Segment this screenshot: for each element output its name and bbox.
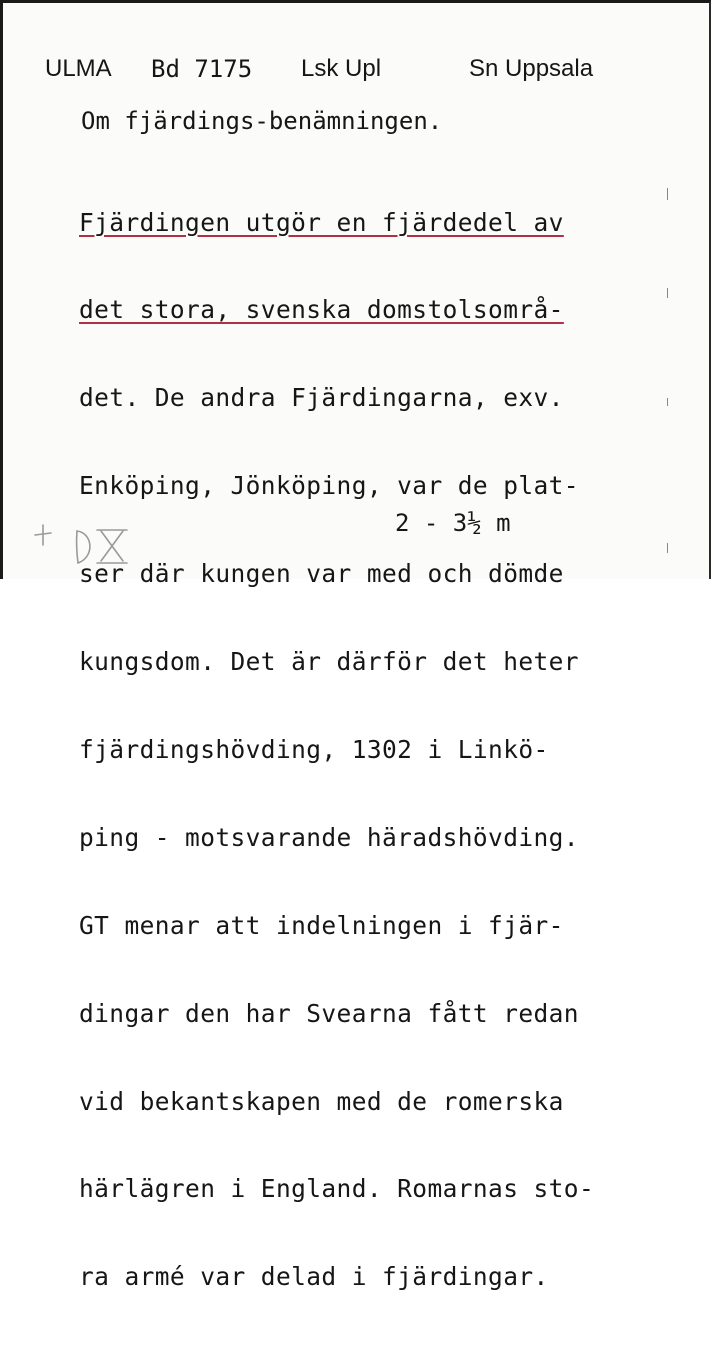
body-line: vid bekantskapen med de romerska (79, 1086, 564, 1116)
parish-label: Sn Uppsala (469, 55, 594, 82)
paper-speck (667, 288, 668, 298)
body-line: kungsdom. Det är därför det heter (79, 647, 579, 677)
volume-number: Bd 7175 (151, 55, 253, 83)
card-body (79, 149, 594, 1350)
body-line: dingar den har Svearna fått redan (79, 998, 579, 1028)
body-line: fjärdingshövding, 1302 i Linkö- (79, 734, 549, 764)
body-line: det stora, svenska domstolsområ- (79, 295, 564, 325)
archive-code: ULMA (45, 55, 112, 82)
paper-speck (667, 188, 668, 200)
body-line: ping - motsvarande häradshövding. (79, 822, 579, 852)
body-line: det. De andra Fjärdingarna, exv. (79, 383, 564, 413)
paper-speck (667, 543, 668, 553)
body-line: GT menar att indelningen i fjär- (79, 910, 564, 940)
body-line: ra armé var delad i fjärdingar. (79, 1262, 549, 1292)
pencil-mark (31, 521, 131, 567)
paper-speck (667, 398, 668, 406)
body-line: ser där kungen var med och dömde (79, 559, 564, 589)
body-line: Enköping, Jönköping, var de plat- (79, 471, 579, 501)
body-line: härlägren i England. Romarnas sto- (79, 1174, 595, 1204)
body-line: Fjärdingen utgör en fjärdedel av (79, 207, 564, 237)
size-note: 2 - 3½ m (395, 509, 511, 537)
card-title: Om fjärdings-benämningen. (81, 107, 443, 135)
region-label: Lsk Upl (301, 55, 382, 82)
